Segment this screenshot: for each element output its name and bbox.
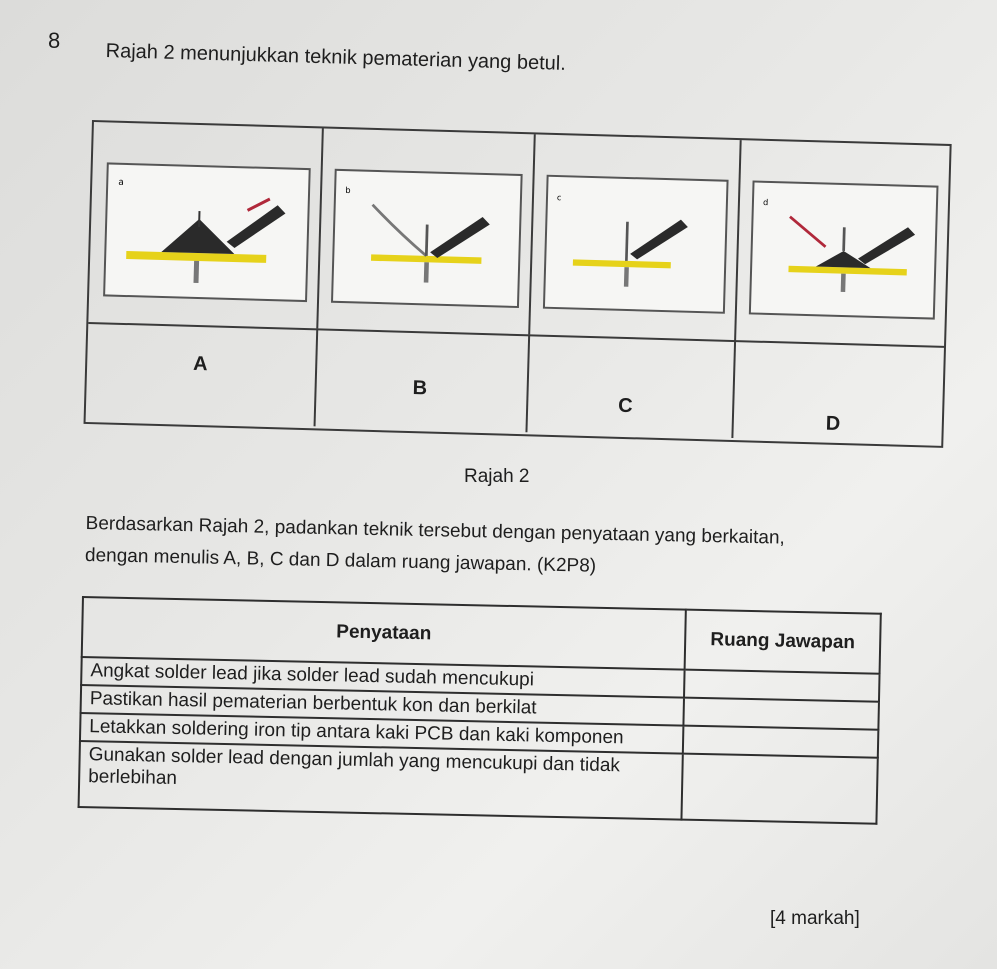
answer-cell[interactable] — [684, 670, 880, 702]
instruction-text — [85, 508, 886, 589]
figure-cell-c — [528, 134, 742, 340]
soldering-diagram-b-icon — [331, 169, 523, 308]
soldering-diagram-a-icon — [103, 162, 311, 302]
instruction-line-2: dengan menulis A, B, C dan D dalam ruang jawapan. (K2P8) — [84, 544, 597, 577]
svg-text:b: b — [345, 184, 351, 196]
figure-label-a: A — [192, 352, 208, 376]
svg-text:a: a — [118, 177, 124, 188]
svg-text:c: c — [556, 193, 562, 203]
soldering-diagram-c-icon — [543, 175, 729, 314]
statement-cell: Pastikan hasil pematerian berbentuk kon dan berkilat — [81, 685, 684, 726]
answer-cell[interactable] — [683, 698, 879, 730]
svg-text:d: d — [762, 197, 769, 208]
question-number: 8 — [48, 28, 61, 53]
figure-cell-d — [734, 140, 950, 346]
figure-cell-a — [88, 122, 323, 328]
figure-cell-b — [316, 128, 536, 334]
statement-cell: Angkat solder lead jika solder lead sudah mencukupi — [81, 657, 684, 698]
answer-cell[interactable] — [681, 754, 877, 824]
figure-caption: Rajah 2 — [464, 466, 530, 487]
question-intro: Rajah 2 menunjukkan teknik pematerian yang betul. — [105, 40, 567, 75]
answer-table — [78, 596, 882, 825]
answer-cell[interactable] — [683, 726, 879, 758]
marks-label: [4 markah] — [770, 908, 860, 929]
figure-label-c: C — [617, 394, 633, 418]
soldering-diagram-d-icon — [749, 180, 939, 319]
figure-label-b: B — [412, 377, 428, 400]
instruction-line-1: Berdasarkan Rajah 2, padankan teknik tersebut dengan penyataan yang berkaitan, — [85, 512, 786, 549]
statement-cell: Gunakan solder lead dengan jumlah yang mencukupi dan tidak berlebihan — [79, 741, 683, 820]
statement-cell: Letakkan soldering iron tip antara kaki PCB dan kaki komponen — [80, 713, 683, 754]
figure-image-row — [88, 122, 949, 348]
header-statement: Penyataan — [82, 597, 686, 670]
figure-table — [84, 120, 952, 448]
figure-label-d: D — [825, 412, 841, 436]
header-answer: Ruang Jawapan — [685, 610, 881, 674]
